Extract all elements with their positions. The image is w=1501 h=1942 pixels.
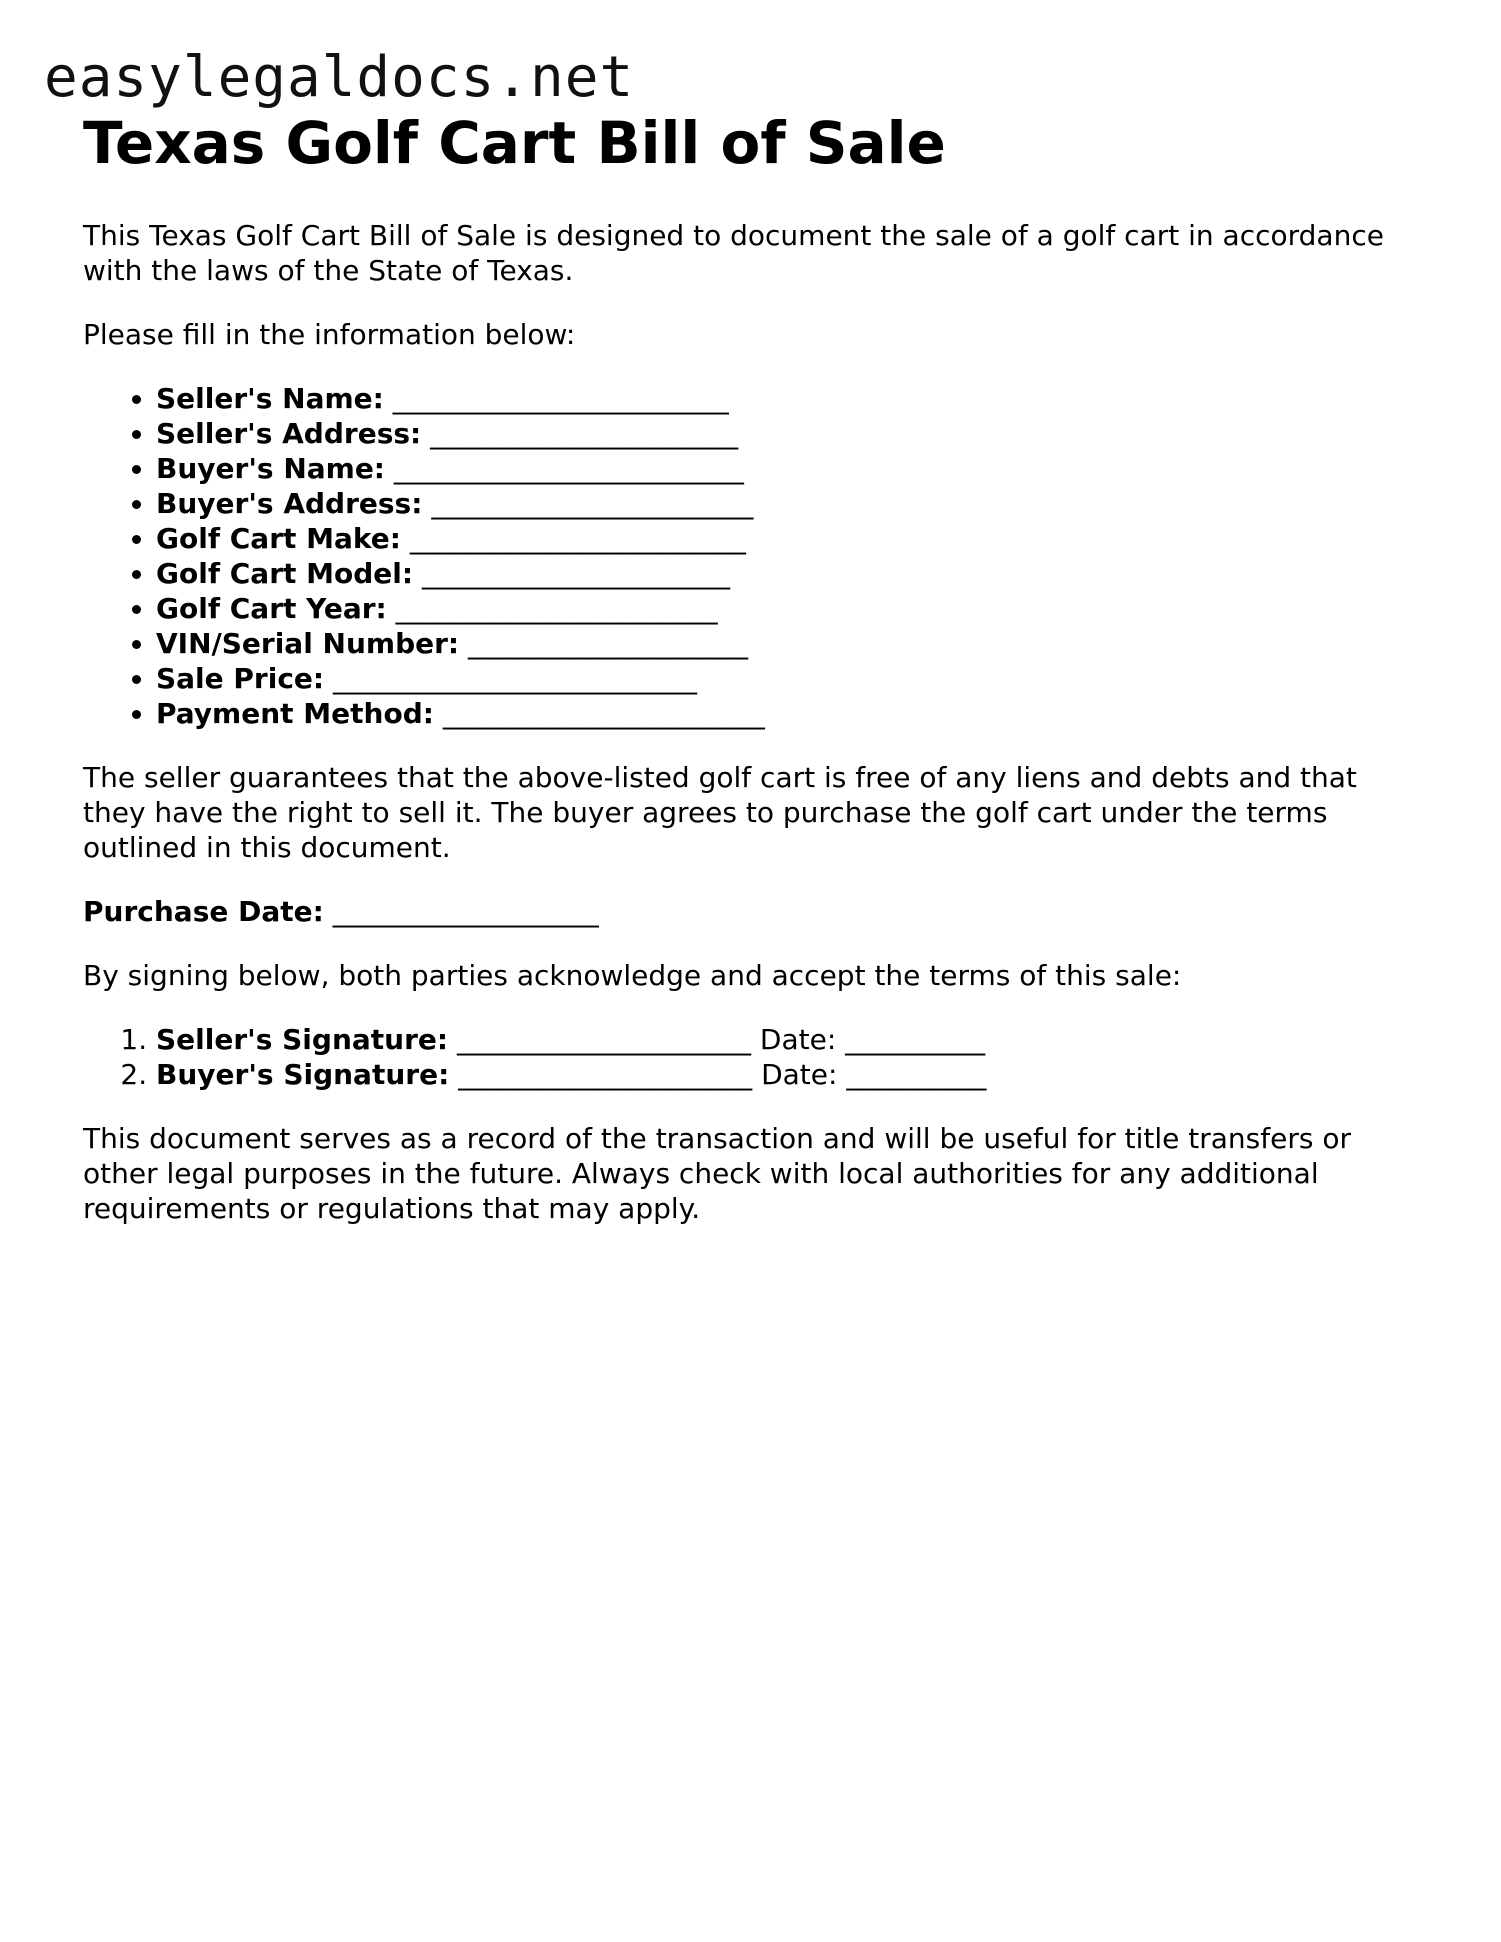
field-label: Buyer's Name:: [156, 452, 386, 485]
field-label: Buyer's Address:: [156, 487, 423, 520]
sale-fields-list: [83, 381, 1423, 731]
signature-blank: _____________________: [458, 1058, 753, 1091]
field-blank: ______________________: [421, 557, 730, 590]
field-label: VIN/Serial Number:: [156, 627, 460, 660]
field-label: Seller's Name:: [156, 382, 384, 415]
signature-label: Seller's Signature:: [156, 1023, 449, 1056]
intro-paragraph: This Texas Golf Cart Bill of Sale is designed to document the sale of a golf cart in accordance with the laws of the State of Texas.: [83, 219, 1384, 287]
date-label: Date:: [759, 1023, 837, 1056]
field-label: Golf Cart Model:: [156, 557, 414, 590]
field-blank: _______________________: [442, 697, 765, 730]
purchase-date-blank: ___________________: [332, 895, 599, 928]
field-label: Golf Cart Year:: [156, 592, 387, 625]
field-label: Sale Price:: [156, 662, 325, 695]
field-label: Seller's Address:: [156, 417, 422, 450]
signing-intro: By signing below, both parties acknowledge and accept the terms of this sale:: [83, 959, 1182, 992]
field-golf-cart-make: [156, 521, 1423, 556]
fill-prompt: Please fill in the information below:: [83, 318, 576, 351]
watermark-text: easylegaldocs.net: [44, 45, 635, 110]
field-vin-serial-number: [156, 626, 1423, 661]
signature-list: [83, 1022, 1423, 1092]
field-sellers-name: [156, 381, 1423, 416]
field-sale-price: [156, 661, 1423, 696]
signature-label: Buyer's Signature:: [156, 1058, 450, 1091]
field-payment-method: [156, 696, 1423, 731]
field-golf-cart-model: [156, 556, 1423, 591]
purchase-date-line: [83, 894, 1423, 929]
field-blank: __________________________: [333, 662, 698, 695]
date-blank: __________: [846, 1058, 987, 1091]
field-label: Golf Cart Make:: [156, 522, 401, 555]
field-blank: _______________________: [431, 487, 754, 520]
field-blank: ________________________: [392, 382, 729, 415]
field-buyers-address: [156, 486, 1423, 521]
document-body: [83, 108, 1423, 1226]
field-label: Payment Method:: [156, 697, 434, 730]
field-blank: _______________________: [395, 592, 718, 625]
field-blank: ________________________: [409, 522, 746, 555]
field-buyers-name: [156, 451, 1423, 486]
field-blank: _________________________: [393, 452, 744, 485]
purchase-date-label: Purchase Date:: [83, 895, 324, 928]
date-blank: __________: [845, 1023, 986, 1056]
field-sellers-address: [156, 416, 1423, 451]
closing-paragraph: This document serves as a record of the transaction and will be useful for title transfers or other legal purposes in the future. Always check with local authorities for any additional requirements or regulations that may apply.: [83, 1122, 1351, 1225]
guarantee-paragraph: The seller guarantees that the above-listed golf cart is free of any liens and debts and that they have the right to sell it. The buyer agrees to purchase the golf cart under the terms outlined in this document.: [83, 761, 1357, 864]
buyer-signature-line: [156, 1057, 1423, 1092]
field-blank: ____________________: [468, 627, 749, 660]
field-blank: ______________________: [430, 417, 739, 450]
date-label: Date:: [761, 1058, 838, 1091]
document-title: Texas Golf Cart Bill of Sale: [83, 109, 946, 177]
field-golf-cart-year: [156, 591, 1423, 626]
signature-blank: _____________________: [457, 1023, 751, 1056]
seller-signature-line: [156, 1022, 1423, 1057]
